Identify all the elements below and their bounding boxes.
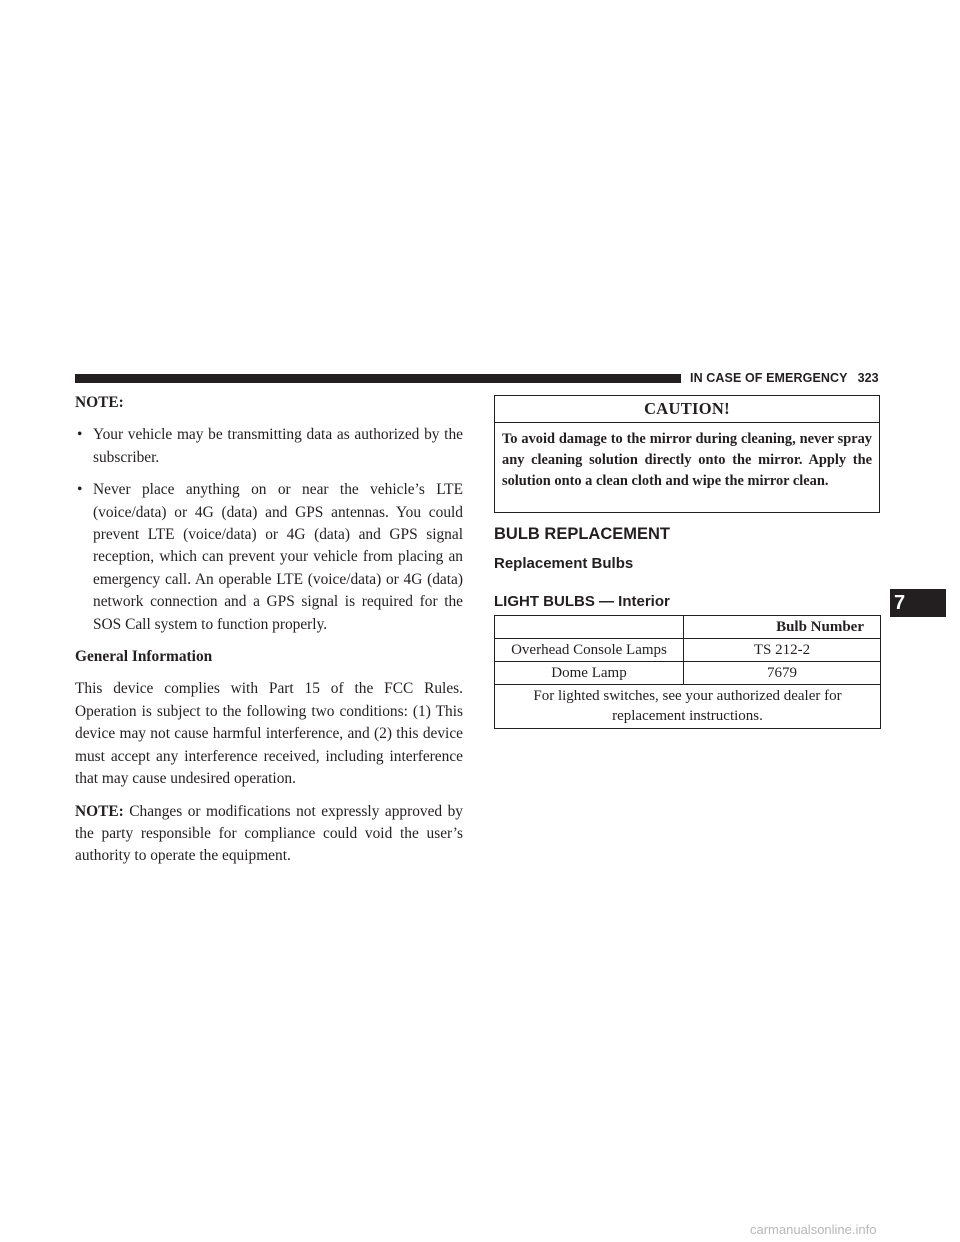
bulb-name-cell: Dome Lamp: [495, 662, 684, 685]
table-footnote: For lighted switches, see your authorized dealer for replacement instructions.: [495, 685, 881, 729]
caution-box: [494, 395, 880, 513]
bulb-table: [494, 615, 881, 729]
caution-title: CAUTION!: [495, 396, 879, 423]
bullet-item: [75, 479, 463, 636]
bullet-icon: •: [77, 481, 83, 499]
note-heading: NOTE:: [75, 394, 124, 411]
header-rule: [75, 374, 681, 383]
table-row: [495, 639, 881, 662]
table-title: LIGHT BULBS — Interior: [494, 593, 670, 610]
general-info-heading: General Information: [75, 648, 213, 666]
bullet-text: Your vehicle may be transmitting data as authorized by the subscriber.: [93, 426, 463, 466]
table-header-empty: [495, 616, 684, 639]
note-text: Changes or modifications not expressly approved by the party responsible for compliance could void the user’s authority to operate the equipment.: [75, 802, 463, 865]
caution-text: To avoid damage to the mirror during cleaning, never spray any cleaning solution directly onto the mirror. Apply the solution onto a clean cloth and wipe the mirror clean.: [502, 431, 872, 489]
note-label: NOTE:: [75, 802, 124, 820]
bullet-item: [75, 424, 463, 469]
note-paragraph: [75, 801, 463, 868]
left-column: [75, 392, 463, 878]
replacement-bulbs-subheading: Replacement Bulbs: [494, 555, 634, 572]
table-footnote-row: [495, 685, 881, 729]
bullet-icon: •: [77, 426, 83, 444]
general-info-text: This device complies with Part 15 of the FCC Rules. Operation is subject to the following two conditions: (1) This device may not cause harmful interference, and (2) this device must accept any interference received, including interference that may cause undesired operation.: [75, 680, 463, 788]
bullet-text: Never place anything on or near the vehicle’s LTE (voice/data) or 4G (data) and GPS antennas. You could prevent LTE (voice/data) or 4G (data) and GPS signal reception, which can prevent your vehicle from placing an emergency call. An operable LTE (voice/data) or 4G (data) network connection and a GPS signal is required for the SOS Call system to function properly.: [93, 481, 463, 633]
page-number: 323: [857, 371, 879, 385]
section-title: IN CASE OF EMERGENCY: [690, 371, 848, 385]
bulb-number-cell: 7679: [684, 662, 881, 685]
table-header-row: [495, 616, 881, 639]
table-header-cell: Bulb Number: [684, 616, 881, 639]
running-header: [690, 371, 879, 385]
watermark: carmanualsonline.info: [750, 1222, 877, 1237]
bulb-name-cell: Overhead Console Lamps: [495, 639, 684, 662]
bulb-number-cell: TS 212-2: [684, 639, 881, 662]
chapter-tab: 7: [890, 589, 946, 617]
table-row: [495, 662, 881, 685]
bulb-replacement-heading: BULB REPLACEMENT: [494, 525, 670, 543]
